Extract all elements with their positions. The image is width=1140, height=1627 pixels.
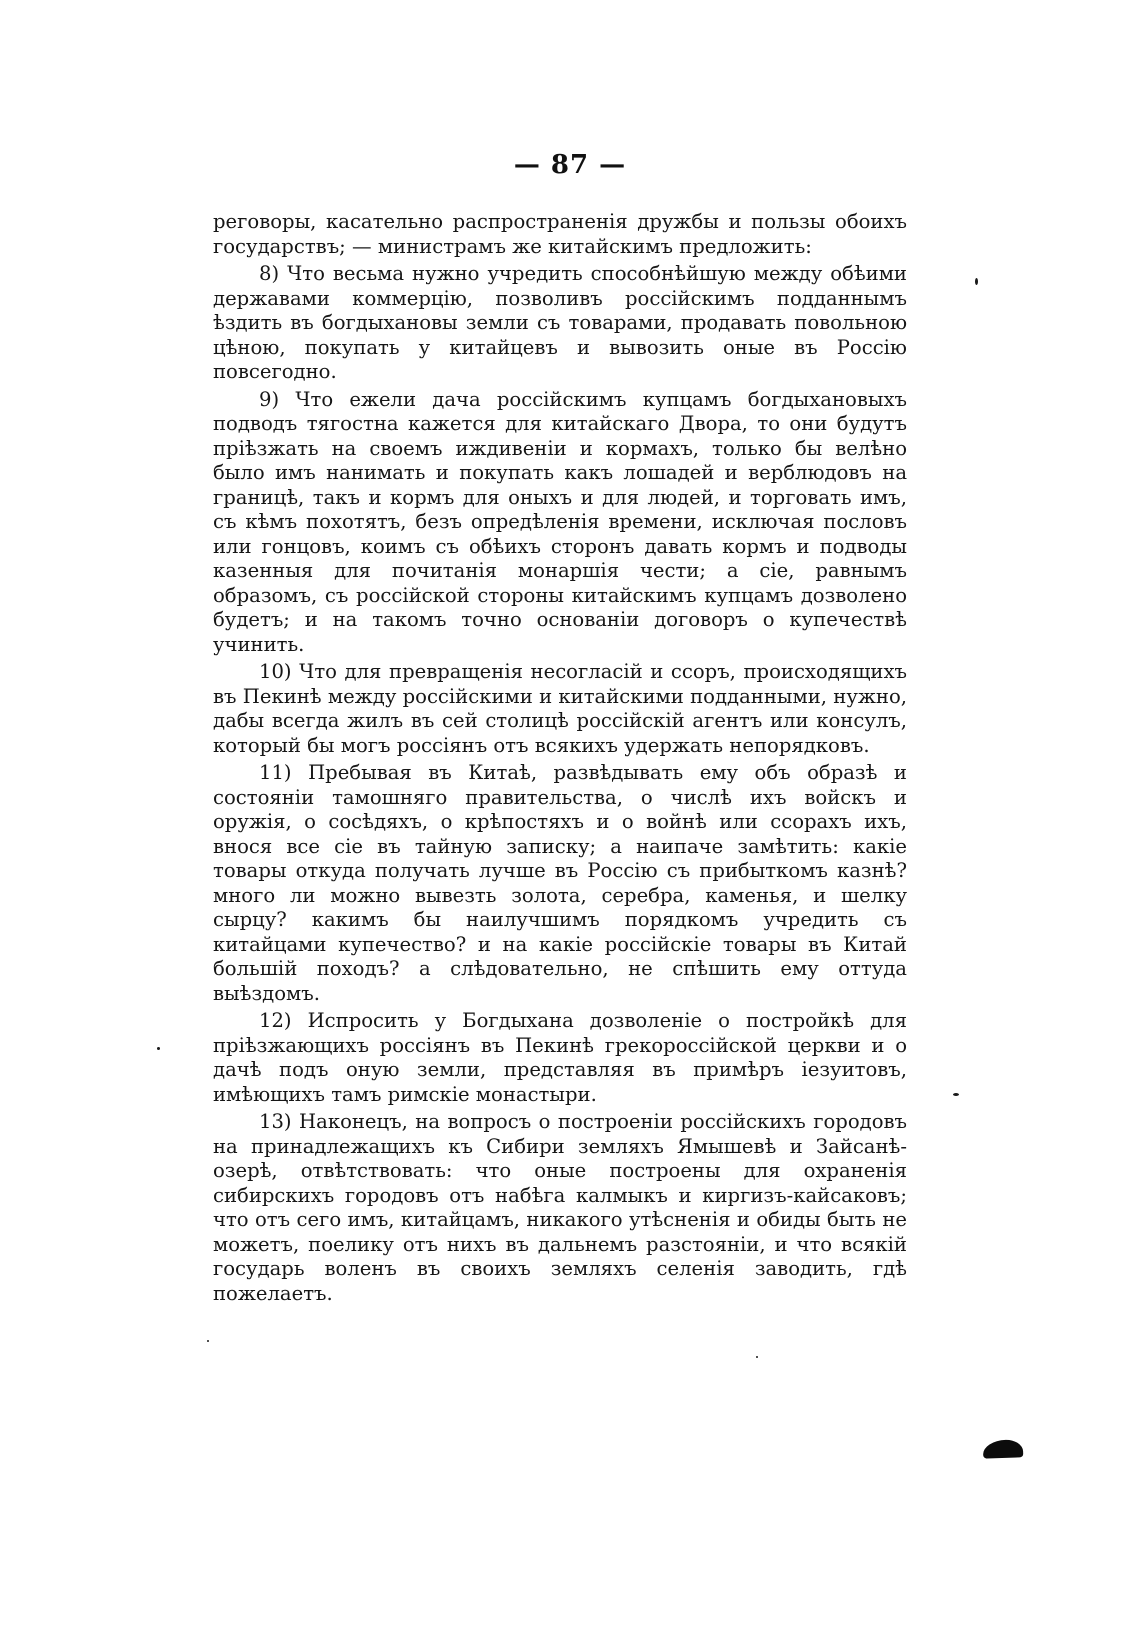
paragraph-item-10: 10) Что для превращенія несогласій и ссоръ, происходящихъ въ Пекинѣ между россійскими и китайскими подданными, нужно, дабы всегда жилъ въ сей столицѣ россійскій агентъ или консулъ, который бы могъ россіянъ отъ всякихъ удержать непорядковъ. [213, 660, 907, 757]
scan-speck [975, 278, 978, 285]
paragraph-item-8: 8) Что весьма нужно учредить способнѣйшую между обѣими державами коммерцію, позволивъ россійскимъ подданнымъ ѣздить въ богдыхановы земли съ товарами, продавать повольною цѣною, покупать у китайцевъ и вывозить оные въ Россію повсегодно. [213, 262, 907, 383]
paragraph-item-9: 9) Что ежели дача россійскимъ купцамъ богдыхановыхъ подводъ тягостна кажется для китайскаго Двора, то они будутъ пріѣзжать на своемъ иждивеніи и кормахъ, только бы велѣно было имъ нанимать и покупать какъ лошадей и верблюдовъ на границѣ, такъ и кормъ для оныхъ и для людей, и торговать имъ, съ кѣмъ похотятъ, безъ опредѣленія времени, исключая пословъ или гонцовъ, коимъ съ обѣихъ сторонъ давать кормъ и подводы казенныя для почитанія монаршія чести; а сіе, равнымъ образомъ, съ россійской стороны китайскимъ купцамъ дозволено будетъ; и на такомъ точно основаніи договоръ о купечествѣ учинить. [213, 387, 907, 656]
scan-speck [756, 1356, 758, 1358]
body-text [213, 210, 907, 1309]
paragraph-item-11: 11) Пребывая въ Китаѣ, развѣдывать ему объ образѣ и состояніи тамошняго правительства, о числѣ ихъ войскъ и оружія, о сосѣдяхъ, о крѣпостяхъ и о войнѣ или ссорахъ ихъ, внося все сіе въ тайную записку; а наипаче замѣтить: какіе товары откуда получать лучше въ Россію съ прибыткомъ казнѣ? много ли можно вывезть золота, серебра, каменья, и шелку сырцу? какимъ бы наилучшимъ порядкомъ учредить съ китайцами купечество? и на какіе россійскіе товары въ Китай большій походъ? а слѣдовательно, не спѣшить ему оттуда выѣздомъ. [213, 761, 907, 1005]
paragraph-continuation: реговоры, касательно распространенія дружбы и пользы обоихъ государствъ; — министрамъ же китайскимъ предложить: [213, 210, 907, 258]
paragraph-item-13: 13) Наконецъ, на вопросъ о построеніи россійскихъ городовъ на принадлежащихъ къ Сибири земляхъ Ямышевѣ и Зайсанѣ-озерѣ, отвѣтствовать: что оные построены для охраненія сибирскихъ городовъ отъ набѣга калмыкъ и киргизъ-кайсаковъ; что отъ сего имъ, китайцамъ, никакого утѣсненія и обиды быть не можетъ, поелику отъ нихъ въ дальнемъ разстояніи, и что всякій государь воленъ въ своихъ земляхъ селенія заводить, гдѣ пожелаетъ. [213, 1110, 907, 1305]
scan-ink-blot [983, 1439, 1024, 1458]
scan-speck [157, 1047, 160, 1050]
scan-speck [207, 1340, 209, 1342]
page-number: — 87 — [513, 150, 627, 180]
paragraph-item-12: 12) Испросить у Богдыхана дозволеніе о постройкѣ для пріѣзжающихъ россіянъ въ Пекинѣ грекороссійской церкви и о дачѣ подъ оную земли, представляя въ примѣръ іезуитовъ, имѣющихъ тамъ римскіе монастыри. [213, 1009, 907, 1106]
scan-speck [953, 1093, 959, 1096]
